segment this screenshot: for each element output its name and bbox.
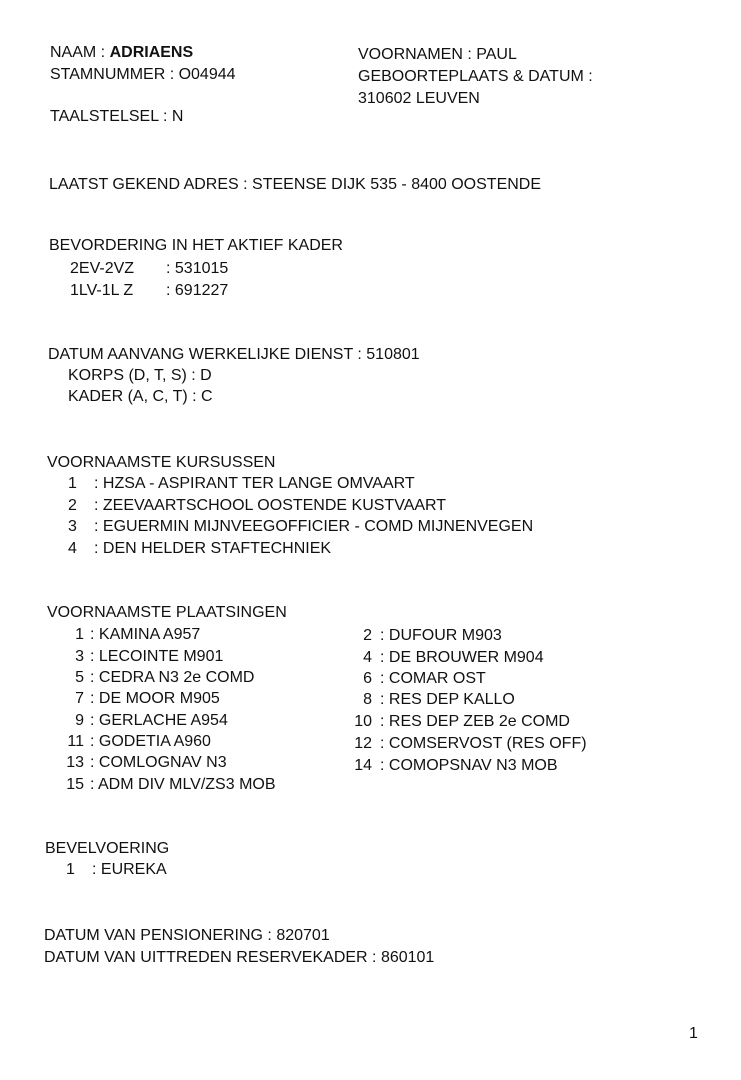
list-item [350, 626, 502, 646]
item-number: 8 [363, 691, 372, 708]
kader: KADER (A, C, T) : C [68, 388, 213, 405]
item-text: : LECOINTE M901 [90, 648, 224, 665]
bevordering-date: : 531015 [166, 260, 229, 277]
bevelvoering-title: BEVELVOERING [45, 840, 170, 857]
item-text: : COMOPSNAV N3 MOB [380, 757, 558, 774]
list-item [62, 732, 211, 752]
list-item [350, 690, 515, 710]
item-number: 7 [75, 690, 84, 707]
bevordering-row [70, 259, 228, 279]
list-item [62, 668, 254, 688]
item-text: : COMLOGNAV N3 [90, 754, 227, 771]
item-text: : COMAR OST [380, 670, 486, 687]
item-text: : RES DEP KALLO [380, 691, 515, 708]
item-number: 6 [363, 670, 372, 687]
dienst-title: DATUM AANVANG WERKELIJKE DIENST : 510801 [48, 346, 420, 363]
item-number: 12 [354, 735, 372, 752]
list-item [62, 647, 223, 667]
korps: KORPS (D, T, S) : D [68, 367, 212, 384]
item-number: 5 [75, 669, 84, 686]
naam-line [50, 43, 193, 63]
list-item [350, 756, 558, 776]
list-item [350, 734, 587, 754]
laatst-gekend-adres: LAATST GEKEND ADRES : STEENSE DIJK 535 - 8400 OOSTENDE [49, 176, 542, 193]
plaatsingen-title: VOORNAAMSTE PLAATSINGEN [47, 604, 287, 621]
stamnummer: STAMNUMMER : O04944 [50, 66, 236, 83]
item-number: 1 [68, 475, 77, 492]
bevordering-row [70, 281, 228, 301]
bevordering-title: BEVORDERING IN HET AKTIEF KADER [49, 237, 343, 254]
item-number: 1 [66, 861, 75, 878]
item-number: 15 [66, 776, 84, 793]
taalstelsel: TAALSTELSEL : N [50, 108, 184, 125]
item-text: : ZEEVAARTSCHOOL OOSTENDE KUSTVAART [94, 497, 447, 514]
list-item [62, 689, 220, 709]
geboorte-value: 310602 LEUVEN [358, 90, 480, 107]
item-number: 11 [67, 733, 84, 750]
item-number: 2 [68, 497, 77, 514]
page-number: 1 [689, 1025, 698, 1042]
item-number: 14 [354, 757, 372, 774]
item-number: 13 [66, 754, 84, 771]
list-item [62, 775, 276, 795]
list-item [66, 860, 167, 880]
item-number: 3 [68, 518, 77, 535]
list-item [68, 539, 331, 559]
bevordering-rank: 2EV-2VZ [70, 260, 135, 277]
item-text: : HZSA - ASPIRANT TER LANGE OMVAART [94, 475, 415, 492]
item-text: : CEDRA N3 2e COMD [90, 669, 255, 686]
item-text: : ADM DIV MLV/ZS3 MOB [90, 776, 276, 793]
item-text: : DE BROUWER M904 [380, 649, 544, 666]
item-text: : COMSERVOST (RES OFF) [380, 735, 587, 752]
list-item [68, 496, 446, 516]
list-item [350, 712, 570, 732]
item-text: : GODETIA A960 [90, 733, 211, 750]
item-number: 10 [354, 713, 372, 730]
voornamen: VOORNAMEN : PAUL [358, 46, 517, 63]
item-number: 4 [68, 540, 77, 557]
list-item [350, 648, 544, 668]
item-number: 1 [75, 626, 84, 643]
item-text: : EUREKA [92, 861, 167, 878]
list-item [68, 474, 415, 494]
geboorte-label: GEBOORTEPLAATS & DATUM : [358, 68, 593, 85]
list-item [350, 669, 486, 689]
item-text: : RES DEP ZEB 2e COMD [380, 713, 570, 730]
naam-value: ADRIAENS [109, 44, 194, 61]
bevordering-date: : 691227 [166, 282, 229, 299]
item-text: : DEN HELDER STAFTECHNIEK [94, 540, 332, 557]
item-text: : KAMINA A957 [90, 626, 201, 643]
item-text: : DE MOOR M905 [90, 690, 220, 707]
list-item [62, 753, 227, 773]
kursussen-title: VOORNAAMSTE KURSUSSEN [47, 454, 276, 471]
list-item [68, 517, 533, 537]
pensionering: DATUM VAN PENSIONERING : 820701 [44, 927, 330, 944]
item-text: : GERLACHE A954 [90, 712, 228, 729]
list-item [62, 711, 228, 731]
list-item [62, 625, 200, 645]
uittreden: DATUM VAN UITTREDEN RESERVEKADER : 860101 [44, 949, 435, 966]
item-text: : DUFOUR M903 [380, 627, 502, 644]
item-text: : EGUERMIN MIJNVEEGOFFICIER - COMD MIJNENVEGEN [94, 518, 534, 535]
bevordering-rank: 1LV-1L Z [70, 282, 134, 299]
item-number: 3 [75, 648, 84, 665]
item-number: 4 [363, 649, 372, 666]
item-number: 2 [363, 627, 372, 644]
naam-label: NAAM : [50, 44, 106, 61]
item-number: 9 [75, 712, 84, 729]
